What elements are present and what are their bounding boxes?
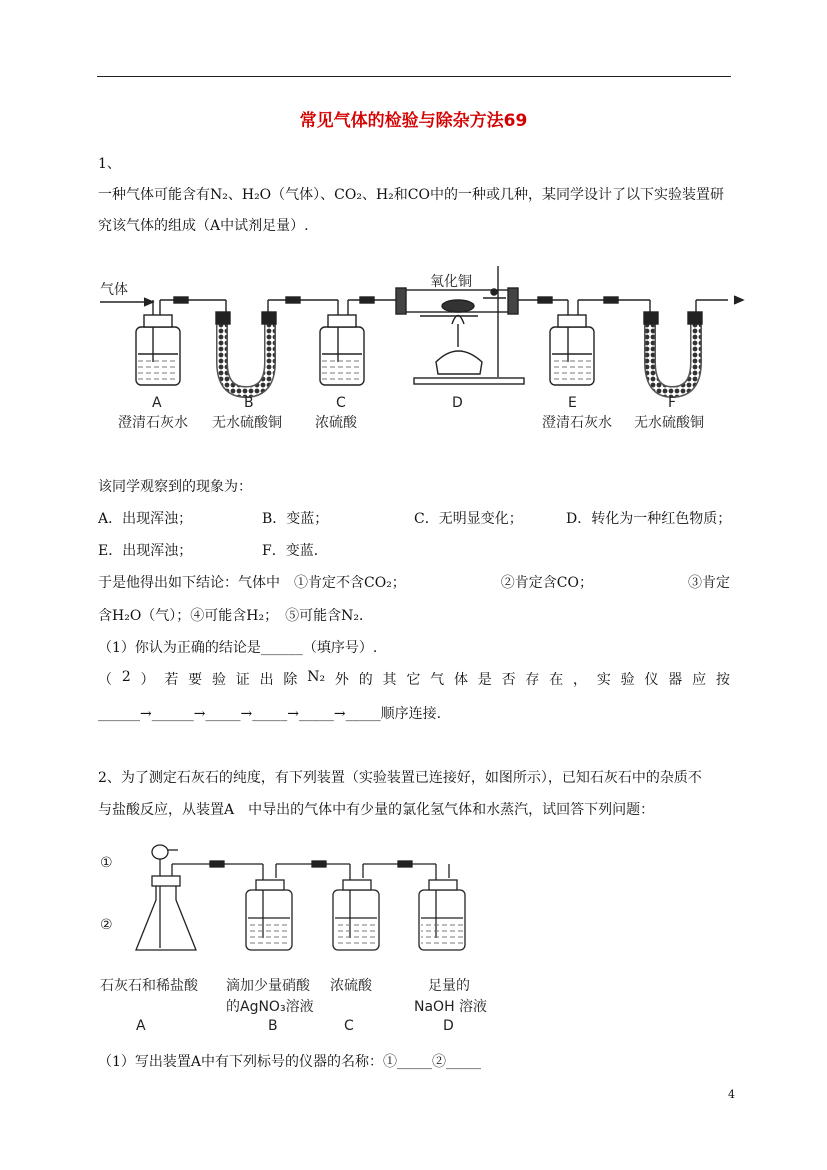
q1-sub2-char: 2 xyxy=(121,669,131,685)
letter-f: F xyxy=(668,395,677,411)
q1-sub2-char: 按 xyxy=(715,672,730,688)
label-b-line2: 的AgNO₃溶液 xyxy=(226,999,314,1015)
page-number: 4 xyxy=(728,1088,735,1101)
reagent-a: 澄清石灰水 xyxy=(118,415,188,431)
label-c: 浓硫酸 xyxy=(330,978,372,994)
q1-sub2-char: 气 xyxy=(430,672,445,688)
q1-sub2-char: 在 xyxy=(549,672,564,688)
q1-apparatus-figure xyxy=(98,262,748,434)
q1-sub2-char: N₂ xyxy=(307,669,326,685)
label-a: 石灰石和稀盐酸 xyxy=(100,978,198,994)
reagent-b: 无水硫酸铜 xyxy=(212,415,282,431)
obs-e: E．出现浑浊； xyxy=(98,543,193,559)
q1-sub2-char: 存 xyxy=(525,672,540,688)
q1-sub2-char: 否 xyxy=(501,672,516,688)
header-rule xyxy=(97,76,731,77)
conclusion-line1 xyxy=(98,572,730,592)
obs-d: D．转化为一种红色物质； xyxy=(566,511,732,527)
obs-c: C．无明显变化； xyxy=(414,511,523,527)
q1-intro-line2: 究该气体的组成（A中试剂足量）. xyxy=(98,218,309,234)
q1-number: 1、 xyxy=(98,156,121,172)
marker-2: ② xyxy=(100,917,113,933)
q1-sub2-char: ， xyxy=(573,672,588,688)
q1-sub2-char: 器 xyxy=(668,672,683,688)
q1-sub2-char: 出 xyxy=(259,672,274,688)
letter-c: C xyxy=(336,395,346,411)
conclusion-line2: 含H₂O（气）；④可能含H₂； ⑤可能含N₂． xyxy=(98,608,373,624)
q1-intro-line1: 一种气体可能含有N₂、H₂O（气体）、CO₂、H₂和CO中的一种或几种，某同学设计了以下实验装置研 xyxy=(98,187,724,203)
q1-sub2-char: 验 xyxy=(211,672,226,688)
q1-sub2-char: 外 xyxy=(334,672,349,688)
q2-sub1: （1）写出装置A中有下列标号的仪器的名称：①_____②_____ xyxy=(98,1054,482,1070)
marker-1: ① xyxy=(100,855,113,871)
letter-b: B xyxy=(244,395,254,411)
label-d-line1: 足量的 xyxy=(428,978,470,994)
reagent-f: 无水硫酸铜 xyxy=(634,415,704,431)
q2-letter-d: D xyxy=(443,1018,454,1034)
q1-sub2-line2: ______→______→_____→_____→_____→_____顺序连接. xyxy=(98,706,442,722)
q2-line2: 与盐酸反应，从装置A 中导出的气体中有少量的氯化氢气体和水蒸汽，试回答下列问题： xyxy=(98,802,655,818)
obs-a: A．出现浑浊； xyxy=(98,511,193,527)
cuo-label: 氧化铜 xyxy=(430,274,472,290)
obs-f: F．变蓝． xyxy=(262,543,328,559)
q1-sub2-char: 实 xyxy=(596,672,611,688)
q2-letter-a: A xyxy=(136,1018,146,1034)
q1-sub2-char: 证 xyxy=(235,672,250,688)
page-title: 常见气体的检验与除杂方法69 xyxy=(299,111,528,131)
observe-title: 该同学观察到的现象为： xyxy=(98,479,252,495)
q1-sub2-char: ） xyxy=(140,672,155,688)
label-d-line2: NaOH 溶液 xyxy=(414,999,488,1015)
conclusion-3-start: ③肯定 xyxy=(687,575,730,591)
q1-sub2-char: 其 xyxy=(382,672,397,688)
q1-sub2-char: （ xyxy=(98,672,112,688)
q1-sub2-char: 验 xyxy=(620,672,635,688)
letter-a: A xyxy=(152,395,162,411)
reagent-c: 浓硫酸 xyxy=(315,415,357,431)
q1-sub2-char: 应 xyxy=(692,672,707,688)
letter-d: D xyxy=(452,395,463,411)
q2-apparatus-figure xyxy=(98,838,498,968)
q1-sub2-char: 要 xyxy=(188,672,203,688)
q1-sub1: （1）你认为正确的结论是______（填序号）. xyxy=(98,640,378,656)
q1-sub2-char: 除 xyxy=(283,672,298,688)
q1-sub2-char: 是 xyxy=(477,672,492,688)
label-b-line1: 滴加少量硝酸 xyxy=(226,978,310,994)
reagent-e: 澄清石灰水 xyxy=(542,415,612,431)
obs-b: B．变蓝； xyxy=(262,511,329,527)
q1-sub2-char: 仪 xyxy=(644,672,659,688)
letter-e: E xyxy=(568,395,577,411)
q2-line1: 2、为了测定石灰石的纯度，有下列装置（实验装置已连接好，如图所示），已知石灰石中的杂质不 xyxy=(98,770,702,786)
conclusion-1: 于是他得出如下结论：气体中 ①肯定不含CO₂； xyxy=(98,575,406,591)
q1-sub2-line1 xyxy=(98,669,730,689)
gas-label: 气体 xyxy=(100,282,128,298)
q2-letter-b: B xyxy=(268,1018,278,1034)
q2-letter-c: C xyxy=(344,1018,354,1034)
q1-sub2-char: 若 xyxy=(164,672,179,688)
conclusion-2: ②肯定含CO； xyxy=(500,575,593,591)
q1-sub2-char: 体 xyxy=(453,672,468,688)
q1-sub2-char: 的 xyxy=(358,672,373,688)
q1-sub2-char: 它 xyxy=(406,672,421,688)
